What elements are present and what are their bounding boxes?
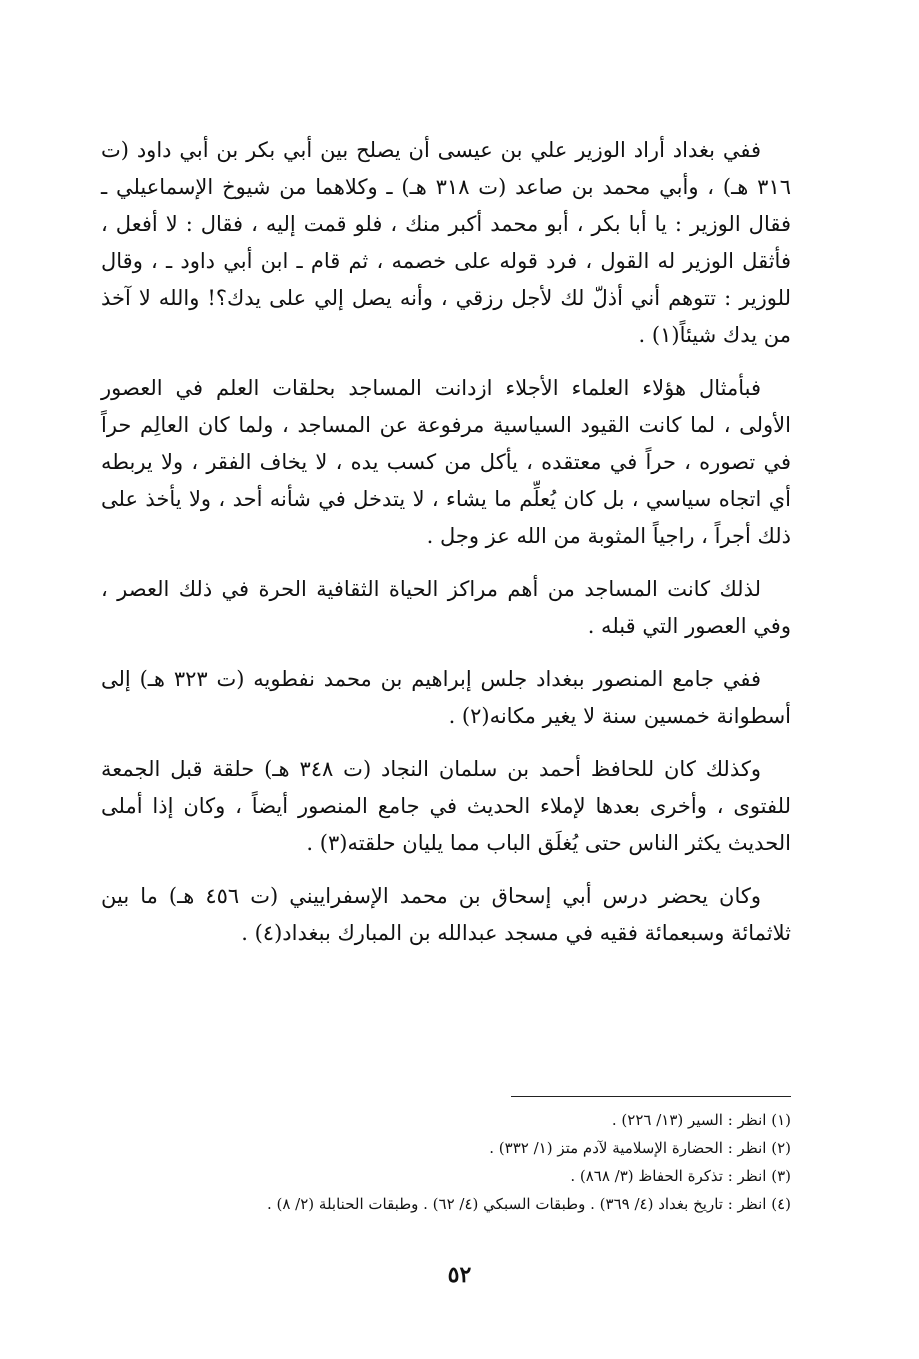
footnote-divider	[511, 1096, 791, 1097]
page-number: ٥٢	[447, 1262, 472, 1288]
footnote-3: (٣) انظر : تذكرة الحفاظ (٣/ ٨٦٨) .	[570, 1167, 791, 1185]
body-text	[101, 132, 791, 968]
paragraph-1: ففي بغداد أراد الوزير علي بن عيسى أن يصلح بين أبي بكر بن أبي داود (ت ٣١٦ هـ) ، وأبي محمد بن صاعد (ت ٣١٨ هـ) ـ وكلاهما من شيوخ الإسماعيلي ـ فقال الوزير : يا أبا بكر ، أبو محمد أكبر منك ، فلو قمت إليه ، فقال : لا أفعل ، فأثقل الوزير له القول ، فرد قوله على خصمه ، ثم قام ـ ابن أبي داود ـ ، وقال للوزير : تتوهم أني أذلّ لك لأجل رزقي ، وأنه يصل إلي على يدك؟! والله لا آخذ من يدك شيئاً(١) .	[101, 138, 792, 347]
paragraph-6: وكان يحضر درس أبي إسحاق بن محمد الإسفراييني (ت ٤٥٦ هـ) ما بين ثلاثمائة وسبعمائة فقيه في مسجد عبدالله بن المبارك ببغداد(٤) .	[101, 884, 791, 945]
footnotes	[101, 1106, 791, 1218]
footnote-1: (١) انظر : السير (١٣/ ٢٢٦) .	[611, 1111, 791, 1129]
paragraph-5: وكذلك كان للحافظ أحمد بن سلمان النجاد (ت ٣٤٨ هـ) حلقة قبل الجمعة للفتوى ، وأخرى بعدها لإملاء الحديث في جامع المنصور أيضاً ، وكان إذا أملى الحديث يكثر الناس حتى يُغلَق الباب مما يليان حلقته(٣) .	[101, 757, 791, 855]
footnote-4: (٤) انظر : تاريخ بغداد (٤/ ٣٦٩) . وطبقات السبكي (٤/ ٦٢) . وطبقات الحنابلة (٢/ ٨) .	[266, 1195, 791, 1213]
footnote-2: (٢) انظر : الحضارة الإسلامية لآدم متز (١/ ٣٣٢) .	[489, 1139, 791, 1157]
paragraph-3: لذلك كانت المساجد من أهم مراكز الحياة الثقافية الحرة في ذلك العصر ، وفي العصور التي قبله .	[101, 577, 791, 638]
paragraph-4: ففي جامع المنصور ببغداد جلس إبراهيم بن محمد نفطويه (ت ٣٢٣ هـ) إلى أسطوانة خمسين سنة لا يغير مكانه(٢) .	[101, 667, 791, 728]
paragraph-2: فبأمثال هؤلاء العلماء الأجلاء ازدانت المساجد بحلقات العلم في العصور الأولى ، لما كانت القيود السياسية مرفوعة عن المساجد ، ولما كان العالِم حراً في تصوره ، حراً في معتقده ، يأكل من كسب يده ، لا يخاف الفقر ، ولا يربطه أي اتجاه سياسي ، بل كان يُعلِّم ما يشاء ، لا يتدخل في شأنه أحد ، ولا يأخذ على ذلك أجراً ، راجياً المثوبة من الله عز وجل .	[101, 376, 791, 548]
